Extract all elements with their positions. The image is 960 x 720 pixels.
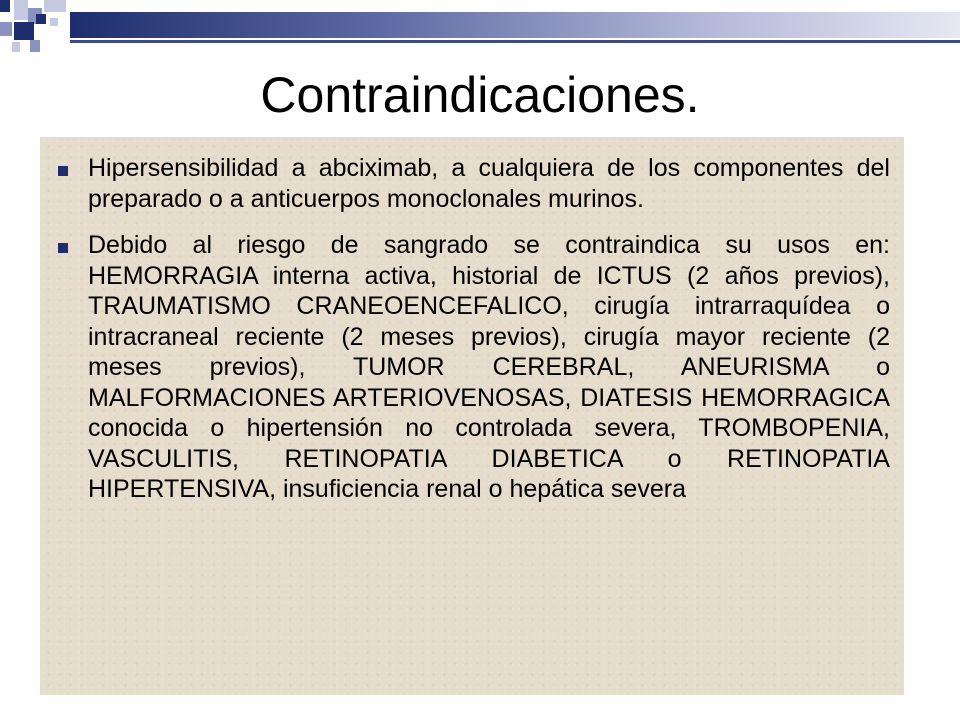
- decor-square-4: [44, 0, 66, 12]
- square-bullet-icon: [58, 243, 68, 253]
- square-bullet-icon: [58, 166, 68, 176]
- bullet-text: Hipersensibilidad a abciximab, a cualquiera de los componentes del preparado o a anticuerpos monoclonales murinos.: [88, 154, 890, 213]
- decor-square-10: [12, 42, 20, 52]
- content-box: [40, 137, 904, 695]
- bullet-list: [58, 153, 890, 505]
- decor-line: [70, 40, 960, 43]
- bullet-text: Debido al riesgo de sangrado se contraindica su usos en: HEMORRAGIA interna activa, historial de ICTUS (2 años previos), TRAUMATISMO CRANEOENCEFALICO, cirugía intrarraquídea o intracraneal reciente (2 meses previos), cirugía mayor reciente (2 meses previos), TUMOR CEREBRAL, ANEURISMA o MALFORMACIONES ARTERIOVENOSAS, DIATESIS HEMORRAGICA conocida o hipertensión no controlada severa, TROMBOPENIA, VASCULITIS, RETINOPATIA DIABETICA o RETINOPATIA HIPERTENSIVA, insuficiencia renal o hepática severa: [88, 231, 890, 503]
- decor-square-6: [14, 22, 34, 40]
- decor-square-2: [14, 0, 28, 20]
- decor-square-7: [36, 14, 46, 24]
- decor-square-9: [30, 40, 40, 52]
- list-item: [58, 153, 890, 214]
- list-item: [58, 230, 890, 505]
- decor-square-1: [0, 0, 10, 12]
- header-decoration: [0, 0, 960, 60]
- decor-square-5: [0, 22, 12, 36]
- decor-square-8: [50, 18, 58, 26]
- decor-gradient-bar: [70, 12, 960, 38]
- slide-title: Contraindicaciones.: [260, 67, 700, 123]
